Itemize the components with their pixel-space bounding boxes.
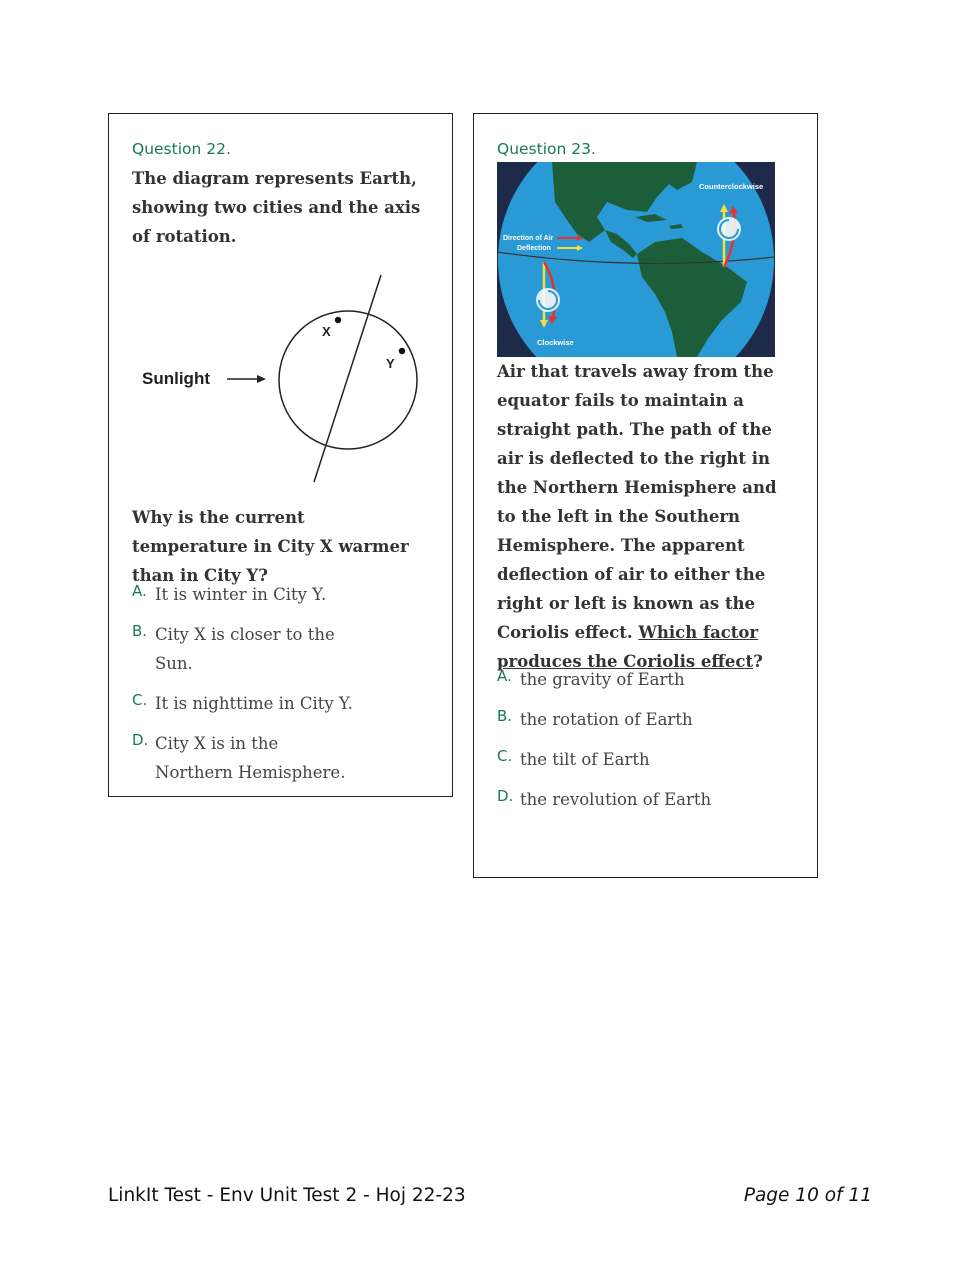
choice-text: the tilt of Earth [520, 750, 650, 769]
choice-d[interactable] [132, 729, 360, 787]
choice-d[interactable] [497, 785, 711, 814]
choice-c[interactable] [132, 689, 360, 718]
deflection-legend-line1: Direction of Air [503, 235, 554, 242]
sunlight-arrowhead [257, 375, 266, 383]
question-22-stem: The diagram represents Earth, showing two cities and the axis of rotation. [132, 169, 421, 246]
question-23-stem-text: Air that travels away from the equator fails to maintain a straight path. The path of the air is deflected to the right in the Northern Hemisphere and to the left in the Southern Hemisphere. The apparent deflection of air to either the right or left is known as the Coriolis effect. [497, 362, 777, 642]
earth-axis-diagram [134, 272, 434, 487]
choice-b[interactable] [132, 620, 360, 678]
choice-text: the revolution of Earth [520, 790, 712, 809]
question-23-question: Which factor produces the Coriolis effect [497, 623, 759, 671]
question-22-card [108, 113, 453, 797]
deflection-legend-line2: Deflection [517, 245, 551, 252]
choice-a[interactable] [497, 665, 711, 694]
earth-circle [279, 311, 417, 449]
choice-text: the rotation of Earth [520, 710, 693, 729]
counterclockwise-label: Counterclockwise [699, 182, 764, 191]
rotation-axis [314, 275, 381, 482]
choice-letter: A. [497, 667, 512, 685]
city-x-label: X [322, 324, 331, 339]
question-23-question-mark: ? [753, 652, 763, 671]
city-y-label: Y [386, 356, 395, 371]
sunlight-label: Sunlight [142, 369, 210, 388]
choice-text: City X is closer to the Sun. [155, 625, 335, 673]
choice-letter: C. [132, 691, 148, 709]
choice-letter: D. [132, 731, 149, 749]
choice-text: the gravity of Earth [520, 670, 685, 689]
choice-letter: B. [132, 622, 148, 640]
choice-letter: C. [497, 747, 513, 765]
choice-letter: D. [497, 787, 514, 805]
choice-c[interactable] [497, 745, 711, 774]
footer-test-title: LinkIt Test - Env Unit Test 2 - Hoj 22-23 [108, 1185, 466, 1206]
choice-text: City X is in the Northern Hemisphere. [155, 734, 346, 782]
choice-text: It is winter in City Y. [155, 585, 327, 604]
question-22-heading: Question 22. [132, 140, 231, 158]
choice-letter: B. [497, 707, 513, 725]
footer-page-number: Page 10 of 11 [743, 1185, 872, 1206]
question-23-card [473, 113, 818, 878]
coriolis-effect-image [497, 162, 775, 357]
question-23-stem [497, 357, 797, 676]
question-22-choices [132, 580, 360, 798]
choice-letter: A. [132, 582, 147, 600]
choice-a[interactable] [132, 580, 360, 609]
choice-b[interactable] [497, 705, 711, 734]
clockwise-label: Clockwise [537, 338, 574, 347]
question-23-heading: Question 23. [497, 140, 596, 158]
city-y-dot [399, 348, 405, 354]
choice-text: It is nighttime in City Y. [155, 694, 353, 713]
city-x-dot [335, 317, 341, 323]
question-22-prompt: Why is the current temperature in City X warmer than in City Y? [132, 508, 409, 585]
question-23-choices [497, 665, 711, 825]
